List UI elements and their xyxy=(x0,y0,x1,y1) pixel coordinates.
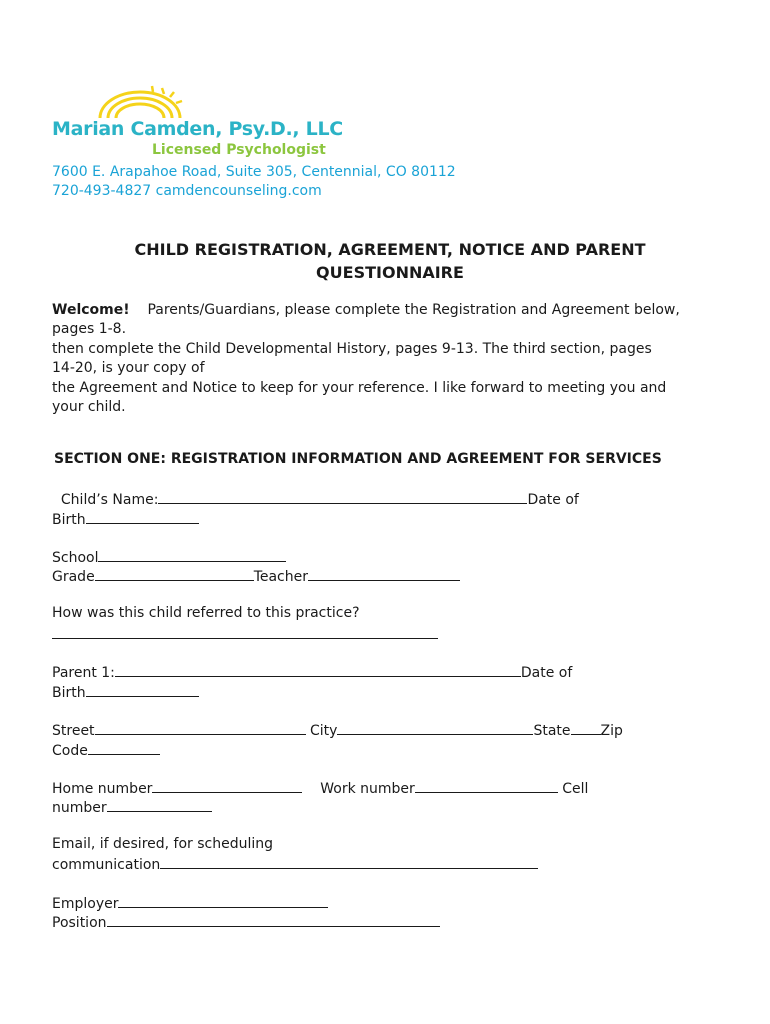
welcome-line-6: your child. xyxy=(52,399,126,416)
work-number-field[interactable] xyxy=(415,778,558,793)
email-row xyxy=(52,854,538,875)
referral-row xyxy=(52,624,438,645)
grade-field[interactable] xyxy=(95,566,254,581)
welcome-text-1: Parents/Guardians, please complete the Registration and Agreement below, xyxy=(147,302,680,318)
referral-field[interactable] xyxy=(52,624,438,639)
welcome-line-2: pages 1-8. xyxy=(52,321,127,338)
email-label-row: Email, if desired, for scheduling xyxy=(52,836,274,852)
child-birth-label: Birth xyxy=(52,512,86,528)
child-dob-label: Date of xyxy=(527,492,579,508)
cell-label: Cell xyxy=(562,781,589,797)
practice-subtitle: Licensed Psychologist xyxy=(152,142,326,158)
welcome-line-3: then complete the Child Developmental History, pages 9-13. The third section, pages xyxy=(52,340,652,357)
practice-name: Marian Camden, Psy.D., LLC xyxy=(52,118,343,140)
communication-label: communication xyxy=(52,857,161,873)
child-birth-field[interactable] xyxy=(86,509,199,524)
parent1-name-field[interactable] xyxy=(115,662,521,677)
cell-number-row xyxy=(52,797,212,818)
parent1-birth-label: Birth xyxy=(52,685,86,701)
position-field[interactable] xyxy=(107,912,440,927)
state-field[interactable] xyxy=(571,720,601,735)
child-birth-row xyxy=(52,509,199,530)
city-field[interactable] xyxy=(337,720,533,735)
parent1-dob-label: Date of xyxy=(520,665,573,681)
child-name-row xyxy=(52,489,579,510)
code-label: Code xyxy=(52,743,88,759)
child-name-label: Child’s Name: xyxy=(60,492,159,508)
parent1-birth-row xyxy=(52,682,199,703)
parent1-label: Parent 1: xyxy=(52,665,115,681)
position-row xyxy=(52,912,440,933)
position-label: Position xyxy=(52,915,107,931)
address-row xyxy=(52,720,623,741)
practice-address: 7600 E. Arapahoe Road, Suite 305, Centennial, CO 80112 xyxy=(52,164,456,180)
grade-label: Grade xyxy=(52,569,95,585)
practice-logo xyxy=(52,84,352,164)
welcome-lead: Welcome! xyxy=(52,302,130,318)
title-line-2: QUESTIONNAIRE xyxy=(316,263,464,282)
employer-label: Employer xyxy=(52,896,119,912)
school-field[interactable] xyxy=(98,547,286,562)
referral-question: How was this child referred to this practice? xyxy=(52,605,360,621)
welcome-line-5: the Agreement and Notice to keep for your reference. I like forward to meeting you and xyxy=(52,379,667,396)
parent1-row xyxy=(52,662,572,683)
work-number-label: Work number xyxy=(320,781,415,797)
zip-label: Zip xyxy=(600,723,623,739)
title-line-1: CHILD REGISTRATION, AGREEMENT, NOTICE AND PARENT xyxy=(134,240,646,259)
teacher-label: Teacher xyxy=(253,569,308,585)
street-label: Street xyxy=(52,723,95,739)
section-one-heading: SECTION ONE: REGISTRATION INFORMATION AND AGREEMENT FOR SERVICES xyxy=(54,451,662,467)
state-label: State xyxy=(533,723,571,739)
welcome-paragraph xyxy=(52,301,732,417)
city-label: City xyxy=(310,723,338,739)
zip-code-row xyxy=(52,740,160,761)
school-label: School xyxy=(52,550,99,566)
home-number-label: Home number xyxy=(52,781,153,797)
street-field[interactable] xyxy=(95,720,306,735)
zip-code-field[interactable] xyxy=(88,740,160,755)
teacher-field[interactable] xyxy=(308,566,460,581)
email-field[interactable] xyxy=(160,854,538,869)
grade-teacher-row xyxy=(52,566,460,587)
employer-field[interactable] xyxy=(118,893,328,908)
cell-number-field[interactable] xyxy=(107,797,212,812)
parent1-birth-field[interactable] xyxy=(86,682,199,697)
welcome-line-1 xyxy=(52,301,732,320)
practice-phone-website: 720-493-4827 camdencounseling.com xyxy=(52,183,322,199)
welcome-line-4: 14-20, is your copy of xyxy=(52,360,205,377)
document-title xyxy=(90,238,690,284)
child-name-field[interactable] xyxy=(158,489,527,504)
cell-number-label: number xyxy=(52,800,107,816)
home-number-field[interactable] xyxy=(152,778,302,793)
sun-icon xyxy=(92,84,192,120)
